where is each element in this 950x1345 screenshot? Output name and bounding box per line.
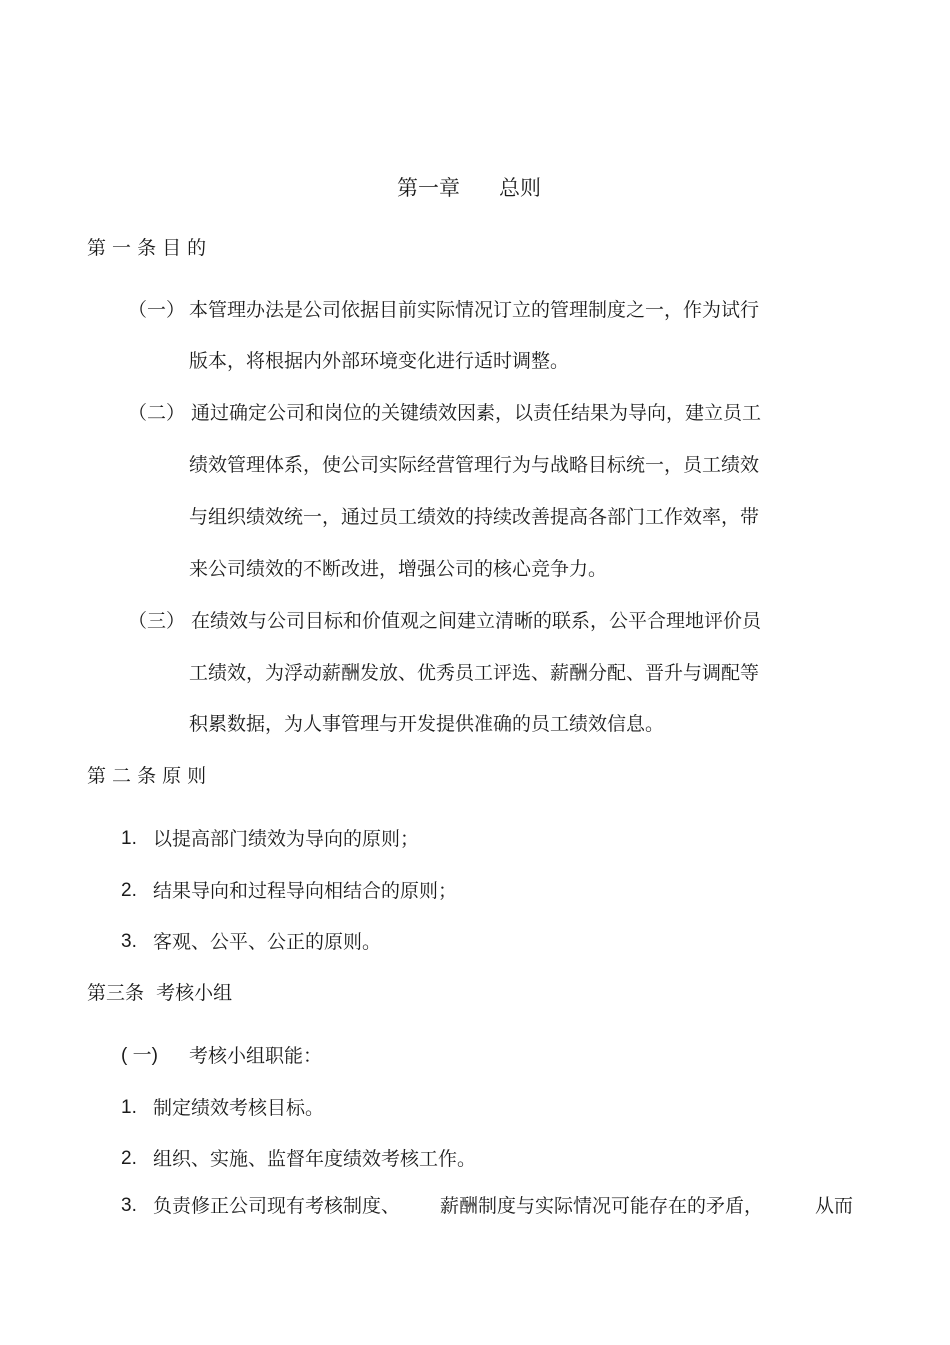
article-3-item-1-text: 制定绩效考核目标。 bbox=[153, 1097, 325, 1119]
article-2-heading: 第 二 条 原 则 bbox=[87, 765, 207, 787]
article-1-heading: 第 一 条 目 的 bbox=[87, 237, 207, 259]
article-2-item-2-text: 结果导向和过程导向相结合的原则； bbox=[153, 880, 458, 902]
article-1-item-3-line-2: 工绩效，为浮动薪酬发放、优秀员工评选、薪酬分配、晋升与调配等 bbox=[189, 662, 760, 684]
article-1-item-1-line-2: 版本，将根据内外部环境变化进行适时调整。 bbox=[189, 350, 570, 372]
article-1-item-2-line-1: 通过确定公司和岗位的关键绩效因素，以责任结果为导向，建立员工 bbox=[191, 402, 762, 424]
article-3-heading: 第三条 考核小组 bbox=[87, 982, 233, 1004]
article-3-sub-marker: ( 一) bbox=[121, 1045, 158, 1066]
article-3-item-3-text-part-1: 负责修正公司现有考核制度、 bbox=[153, 1195, 401, 1217]
article-1-item-1-line-1: 本管理办法是公司依据目前实际情况订立的管理制度之一，作为试行 bbox=[189, 299, 760, 321]
article-3-item-3-text-part-3: 从而 bbox=[815, 1195, 854, 1217]
article-2-item-1-text: 以提高部门绩效为导向的原则； bbox=[153, 828, 420, 850]
article-3-item-3-number: 3. bbox=[121, 1195, 137, 1216]
chapter-title: 总则 bbox=[499, 176, 541, 200]
article-3-item-1-number: 1. bbox=[121, 1097, 137, 1118]
article-3-sub-title: 考核小组职能： bbox=[189, 1045, 323, 1067]
article-1-item-2-line-3: 与组织绩效统一，通过员工绩效的持续改善提高各部门工作效率，带 bbox=[189, 506, 760, 528]
article-2-item-1-number: 1. bbox=[121, 828, 137, 849]
article-1-item-2-line-4: 来公司绩效的不断改进，增强公司的核心竞争力。 bbox=[189, 558, 608, 580]
chapter-label: 第一章 bbox=[397, 176, 460, 200]
article-1-item-3-marker: （三） bbox=[128, 610, 186, 632]
article-1-item-2-marker: （二） bbox=[128, 402, 186, 424]
article-3-item-2-number: 2. bbox=[121, 1148, 137, 1169]
article-1-item-2-line-2: 绩效管理体系，使公司实际经营管理行为与战略目标统一，员工绩效 bbox=[189, 454, 760, 476]
article-3-item-2-text: 组织、实施、监督年度绩效考核工作。 bbox=[153, 1148, 477, 1170]
article-1-item-1-marker: （一） bbox=[128, 299, 186, 321]
article-2-item-3-number: 3. bbox=[121, 931, 137, 952]
article-3-item-3-text-part-2: 薪酬制度与实际情况可能存在的矛盾， bbox=[440, 1195, 764, 1217]
article-2-item-3-text: 客观、公平、公正的原则。 bbox=[153, 931, 382, 953]
article-1-item-3-line-1: 在绩效与公司目标和价值观之间建立清晰的联系，公平合理地评价员 bbox=[191, 610, 762, 632]
article-1-item-3-line-3: 积累数据，为人事管理与开发提供准确的员工绩效信息。 bbox=[189, 713, 665, 735]
article-2-item-2-number: 2. bbox=[121, 880, 137, 901]
